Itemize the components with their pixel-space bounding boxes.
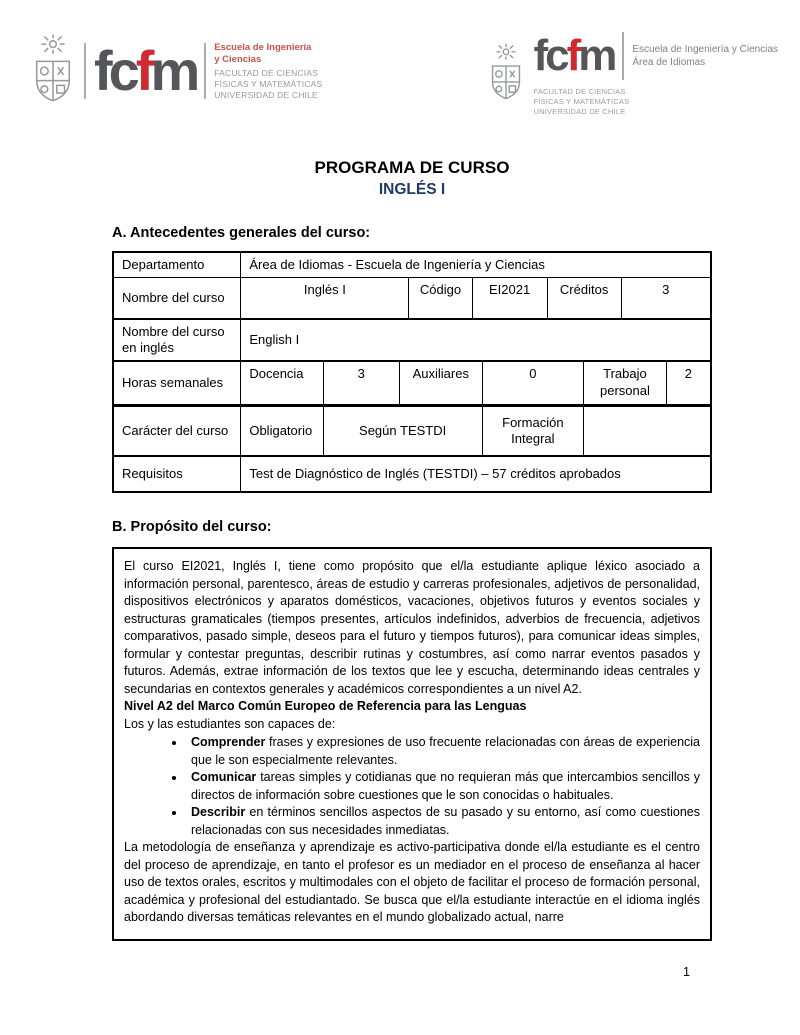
trabajo-personal-value: 2 xyxy=(666,362,710,404)
table-row-nombre-ingles xyxy=(114,318,710,360)
school-name-line2: y Ciencias xyxy=(214,53,262,65)
list-item xyxy=(186,734,700,769)
skill-description: tareas simples y cotidianas que no requieran más que intercambios sencillos y directos de información sobre cuestiones que le son conocidas o habituales. xyxy=(191,770,700,802)
faculty-line2: FÍSICAS Y MATEMÁTICAS xyxy=(533,96,630,106)
nombre-curso-value: Inglés I xyxy=(240,278,408,318)
skill-keyword: Comprender xyxy=(191,735,266,750)
cefr-skills-list xyxy=(124,734,700,839)
wordmark-fc: fc xyxy=(94,39,136,103)
purpose-paragraph-2: La metodología de enseñanza y aprendizaje es activo-participativa donde el/la estudiante es el centro del proceso de aprendizaje, en tanto el profesor es un mediador en el proceso de enseñanza al hacer uso de textos orales, escritos y multimodales con el objeto de facilitar el proceso de formación personal, académica y profesional del estudiantado. Se busca que el/la estudiante interactúe en el idioma inglés abordando diversas temáticas relevantes en el mundo globalizado actual, narre xyxy=(124,840,700,925)
cefr-level-intro: Los y las estudiantes son capaces de: xyxy=(124,716,336,731)
skill-description: frases y expresiones de uso frecuente relacionadas con áreas de experiencia que le son especialmente relevantes. xyxy=(191,735,700,767)
document-body xyxy=(0,158,800,941)
faculty-line1: FACULTAD DE CIENCIAS xyxy=(533,87,626,96)
fcfm-wordmark xyxy=(533,30,615,80)
document-subtitle: INGLÉS I xyxy=(378,181,446,199)
course-purpose-box xyxy=(112,547,712,941)
logo-divider xyxy=(84,43,86,99)
faculty-line3: UNIVERSIDAD DE CHILE xyxy=(533,106,626,116)
document-title: PROGRAMA DE CURSO xyxy=(314,158,510,178)
table-row-departamento xyxy=(114,253,710,277)
wordmark-m: m xyxy=(578,30,615,80)
row-label: Departamento xyxy=(122,257,205,273)
skill-description: en términos sencillos aspectos de su pasado y su entorno, así como cuestiones relacionadas con sus necesidades inmediatas. xyxy=(191,805,700,837)
docencia-label: Docencia xyxy=(240,362,322,404)
auxiliares-value: 0 xyxy=(482,362,583,404)
row-label: Carácter del curso xyxy=(122,423,229,439)
faculty-line1: FACULTAD DE CIENCIAS xyxy=(214,68,319,79)
page-header xyxy=(0,0,800,116)
cefr-level-heading: Nivel A2 del Marco Común Europeo de Referencia para las Lenguas xyxy=(124,699,527,714)
codigo-label: Código xyxy=(408,278,471,318)
segun-testdi-value: Según TESTDI xyxy=(323,407,482,455)
universidad-de-chile-crest-icon xyxy=(487,41,525,107)
faculty-line2: FÍSICAS Y MATEMÁTICAS xyxy=(214,79,323,90)
section-b-heading: B. Propósito del curso: xyxy=(112,519,272,536)
docencia-value: 3 xyxy=(323,362,399,404)
fcfm-logo-right xyxy=(487,32,778,116)
nombre-ingles-value: English I xyxy=(240,320,710,360)
section-a-heading: A. Antecedentes generales del curso: xyxy=(112,225,371,242)
requisitos-value: Test de Diagnóstico de Inglés (TESTDI) – 57 créditos aprobados xyxy=(240,457,710,491)
row-label: Horas semanales xyxy=(122,375,224,391)
school-name-line1: Escuela de Ingeniería xyxy=(214,41,312,53)
creditos-label: Créditos xyxy=(547,278,621,318)
left-logo-text xyxy=(214,42,322,101)
table-row-horas-semanales xyxy=(114,360,710,404)
list-item xyxy=(186,804,700,839)
course-info-table xyxy=(112,251,712,493)
skill-keyword: Comunicar xyxy=(191,770,257,785)
fcfm-logo-left xyxy=(30,32,322,110)
row-label: Nombre del curso xyxy=(122,290,225,306)
wordmark-m: m xyxy=(150,39,197,103)
wordmark-fc: fc xyxy=(533,30,567,80)
school-name-line2: Área de Idiomas xyxy=(632,57,706,68)
departamento-value: Área de Idiomas - Escuela de Ingeniería y Ciencias xyxy=(240,253,710,277)
formacion-integral-value: Formación Integral xyxy=(482,407,583,455)
logo-divider xyxy=(622,32,624,80)
obligatorio-value: Obligatorio xyxy=(240,407,322,455)
row-label: Requisitos xyxy=(122,466,183,482)
codigo-value: EI2021 xyxy=(472,278,547,318)
table-row-nombre-curso xyxy=(114,277,710,318)
wordmark-f-red: f xyxy=(135,39,151,103)
fcfm-wordmark xyxy=(94,39,197,103)
trabajo-personal-label: Trabajo personal xyxy=(583,362,666,404)
school-name-line1: Escuela de Ingeniería y Ciencias xyxy=(632,43,778,55)
logo-divider xyxy=(204,43,206,99)
auxiliares-label: Auxiliares xyxy=(399,362,482,404)
wordmark-f-red: f xyxy=(566,30,579,80)
universidad-de-chile-crest-icon xyxy=(30,32,76,110)
faculty-line3: UNIVERSIDAD DE CHILE xyxy=(214,89,318,100)
purpose-paragraph-1: El curso EI2021, Inglés I, tiene como propósito que el/la estudiante aplique léxico asociado a información personal, parentesco, áreas de estudio y carreras profesionales, adjetivos de personalidad, dispositivos electrónicos y aparatos domésticos, vacaciones, objetivos futuros y eventos sociales y estructuras gramaticales (tiempos presentes, artículos indefinidos, adverbios de frecuencia, adjetivos comparativos, pasado simple, deseos para el futuro y tiempos futuros), para comunicar ideas simples, formular y contestar preguntas, describir rutinas y costumbres, así como narrar eventos pasados y futuros. Además, extrae información de los textos que lee y escucha, determinando ideas centrales y secundarias en contextos generales y académicos correspondientes a un nivel A2. xyxy=(124,559,700,696)
table-row-caracter-curso xyxy=(114,404,710,455)
row-label: Nombre del curso en inglés xyxy=(122,324,225,356)
right-logo-text xyxy=(533,32,778,116)
skill-keyword: Describir xyxy=(191,805,246,820)
page-number: 1 xyxy=(683,965,690,979)
list-item xyxy=(186,769,700,804)
empty-cell xyxy=(583,407,710,455)
table-row-requisitos xyxy=(114,455,710,491)
creditos-value: 3 xyxy=(621,278,710,318)
